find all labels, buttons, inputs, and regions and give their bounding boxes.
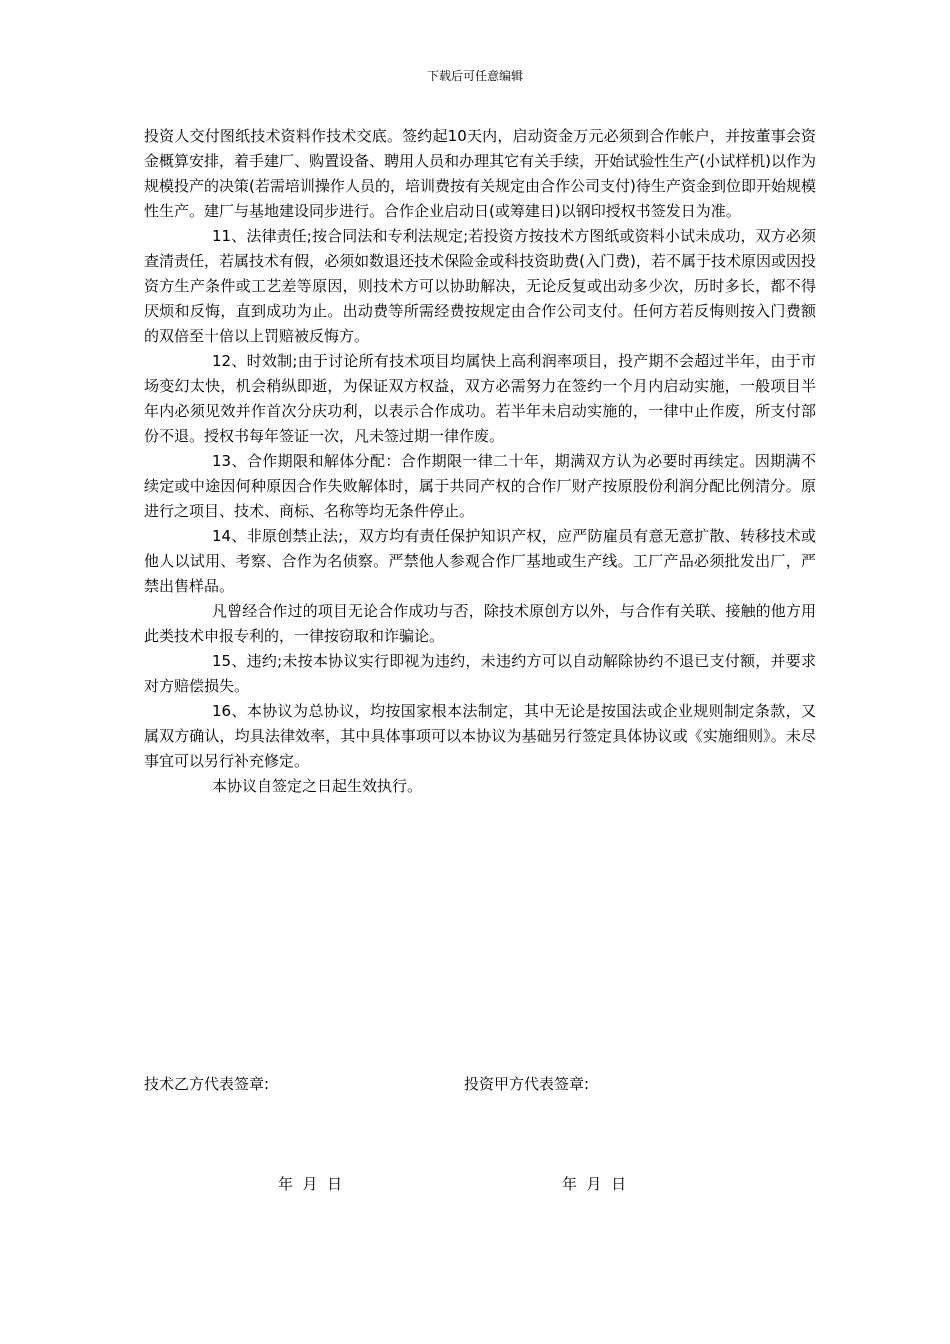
page-header: 下载后可任意编辑 (426, 69, 523, 83)
paragraph-clause-14-note: 凡曾经合作过的项目无论合作成功与否，除技术原创方以外，与合作有关联、接触的他方用此类技术申报专利的，一律按窃取和诈骗论。 (144, 602, 816, 645)
document-body (144, 124, 816, 799)
paragraph-effective: 本协议自签定之日起生效执行。 (212, 777, 423, 795)
paragraph-clause-12: 12、时效制;由于讨论所有技术项目均属快上高利润率项目，投产期不会超过半年，由于市场变幻太快，机会稍纵即逝，为保证双方权益，双方必需努力在签约一个月内启动实施，一般项目半年内必须见效并作首次分庆功利，以表示合作成功。若半年未启动实施的，一律中止作废，所支付部份不退。授权书每年签证一次，凡未签过期一律作废。 (144, 352, 816, 445)
signature-party-b-date: 年 月 日 (278, 1175, 343, 1193)
paragraph-clause-14: 14、非原创禁止法;，双方均有责任保护知识产权，应严防雇员有意无意扩散、转移技术或他人以试用、考察、合作为名侦察。严禁他人参观合作厂基地或生产线。工厂产品必须批发出厂，严禁出售样品。 (144, 527, 816, 595)
paragraph-clause-13: 13、合作期限和解体分配：合作期限一律二十年，期满双方认为必要时再续定。因期满不续定或中途因何种原因合作失败解体时，属于共同产权的合作厂财产按原股份利润分配比例清分。原进行之项目、技术、商标、名称等均无条件停止。 (144, 452, 816, 520)
paragraph-clause-16: 16、本协议为总协议，均按国家根本法制定，其中无论是按国法或企业规则制定条款，又属双方确认，均具法律效率，其中具体事项可以本协议为基础另行签定具体协议或《实施细则》。未尽事宜可以另行补充修定。 (144, 702, 816, 770)
signature-party-b-label: 技术乙方代表签章: (144, 1075, 270, 1093)
signature-party-a-date: 年 月 日 (562, 1175, 627, 1193)
paragraph: 投资人交付图纸技术资料作技术交底。签约起10天内，启动资金万元必须到合作帐户，并按董事会资金概算安排，着手建厂、购置设备、聘用人员和办理其它有关手续，开始试验性生产(小试样机)以作为规模投产的决策(若需培训操作人员的，培训费按有关规定由合作公司支付)待生产资金到位即开始规模性生产。建厂与基地建设同步进行。合作企业启动日(或筹建日)以钢印授权书签发日为准。 (144, 127, 816, 220)
paragraph-clause-15: 15、违约;未按本协议实行即视为违约，未违约方可以自动解除协约不退已支付额，并要求对方赔偿损失。 (144, 652, 816, 695)
paragraph-clause-11: 11、法律责任;按合同法和专利法规定;若投资方按技术方图纸或资料小试未成功，双方必须查清责任，若属技术有假，必须如数退还技术保险金或科技资助费(入门费)，若不属于技术原因或因投资方生产条件或工艺差等原因，则技术方可以协助解决，无论反复或出动多少次，历时多长，都不得厌烦和反悔，直到成功为止。出动费等所需经费按规定由合作公司支付。任何方若反悔则按入门费额的双倍至十倍以上罚赔被反悔方。 (144, 227, 816, 345)
signature-party-a-label: 投资甲方代表签章: (464, 1075, 590, 1093)
